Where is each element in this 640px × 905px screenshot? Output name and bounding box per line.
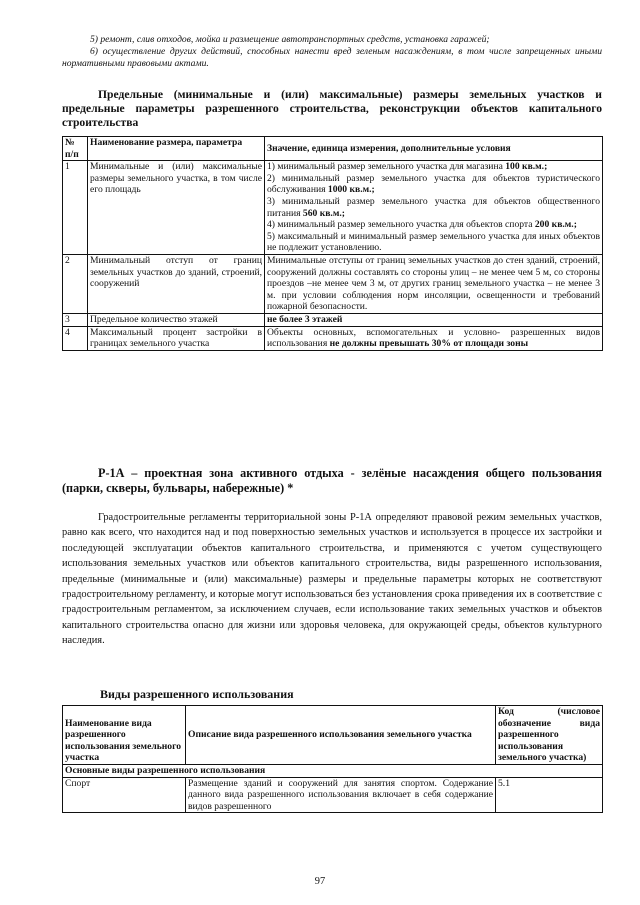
row-desc: Размещение зданий и сооружений для занятия спортом. Содержание данного вида разрешенного использования включает в себя содержание видов разрешенного: [186, 777, 496, 813]
table-header-row: [63, 137, 603, 161]
table-row: [63, 161, 603, 255]
zone-title: Р-1А – проектная зона активного отдыха - зелёные насаждения общего пользования (парки, скверы, бульвары, набережные) *: [62, 466, 602, 495]
value-item-1: 1) минимальный размер земельного участка для магазина 100 кв.м.;: [267, 161, 548, 173]
value-item-3: 3) минимальный размер земельного участка для объектов общественного питания 560 кв.м.;: [267, 195, 600, 219]
table-row: [63, 313, 603, 326]
row-code: 5.1: [496, 777, 603, 813]
group-label: Основные виды разрешенного использования: [63, 764, 603, 777]
row-name: Минимальный отступ от границ земельных участков до зданий, строений, сооружений: [88, 254, 265, 313]
intro-list: [62, 34, 602, 70]
row-num: 3: [63, 313, 88, 326]
table-group-row: [63, 764, 603, 777]
row-num: 4: [63, 326, 88, 350]
permitted-uses-title: Виды разрешенного использования: [100, 687, 294, 701]
row-value: Объекты основных, вспомогательных и условно- разрешенных видов использования не должны превышать 30% от площади зоны: [265, 326, 603, 350]
table-header-row: [63, 706, 603, 765]
value-item-5: 5) максимальный и минимальный размер земельного участка для иных объектов не подлежит установлению.: [267, 230, 600, 254]
row-value: Минимальные отступы от границ земельных участков до стен зданий, строений, сооружений должны составлять со стороны улиц – не менее чем 5 м, со стороны проездов –не менее чем 3 м, от других границ земельного участка – не менее 3 м. при условии соблюдения норм инсоляции, освещенности и требований пожарной безопасности.: [265, 254, 603, 313]
page-number: 97: [314, 876, 326, 887]
body-paragraph: Градостроительные регламенты территориальной зоны Р-1А определяют правовой режим земельных участков, равно как всего, что находится над и под поверхностью земельных участков и используется в процессе их застройки и последующей эксплуатации объектов капитального строительства, и применяются с учетом существующего использования земельных участков или объектов капитального строительства, виды разрешенного использования, предельные (минимальные и (или) максимальные) размеры и предельные параметры которых не соответствуют градостроительному регламенту, и которые могут использоваться без установления срока приведения их в соответствие с градостроительным регламентом, за исключением случаев, если использование таких земельных участков и объектов капитального строительства опасно для жизни или здоровья человека, для окружающей среды, объектов культурного наследия.: [62, 512, 602, 647]
intro-item-5: 5) ремонт, слив отходов, мойка и размещение автотранспортных средств, установка гаражей;: [90, 34, 490, 45]
header-value: Значение, единица измерения, дополнительные условия: [265, 137, 603, 161]
row-name: Минимальные и (или) максимальные размеры земельного участка, в том числе его площадь: [88, 161, 265, 255]
header-num: № п/п: [63, 137, 88, 161]
row-name: Максимальный процент застройки в границах земельного участка: [88, 326, 265, 350]
permitted-uses-table: [62, 705, 603, 813]
value-item-2: 2) минимальный размер земельного участка для объектов туристического обслуживания 1000 кв.м.;: [267, 172, 600, 196]
header-name: Наименование вида разрешенного использования земельного участка: [63, 706, 186, 765]
section-title-limits: Предельные (минимальные и (или) максимальные) размеры земельных участков и предельные параметры разрешенного строительства, реконструкции объектов капитального строительства: [62, 88, 602, 129]
row-num: 2: [63, 254, 88, 313]
table-row: [63, 254, 603, 313]
header-name: Наименование размера, параметра: [88, 137, 265, 161]
row-value: не более 3 этажей: [265, 313, 603, 326]
table-row: [63, 326, 603, 350]
row-num: 1: [63, 161, 88, 255]
limits-table: [62, 136, 603, 351]
header-code: Код (числовое обозначение вида разрешенного использования земельного участка): [496, 706, 603, 765]
row-name: Предельное количество этажей: [88, 313, 265, 326]
table-row: [63, 777, 603, 813]
value-item-4: 4) минимальный размер земельного участка для объектов спорта 200 кв.м.;: [267, 219, 577, 231]
row-value: [265, 161, 603, 255]
intro-item-6: 6) осуществление других действий, способных нанести вред зеленым насаждениям, в том числе запрещенных иными нормативными правовыми актами.: [62, 46, 602, 69]
row-name: Спорт: [63, 777, 186, 813]
header-desc: Описание вида разрешенного использования земельного участка: [186, 706, 496, 765]
